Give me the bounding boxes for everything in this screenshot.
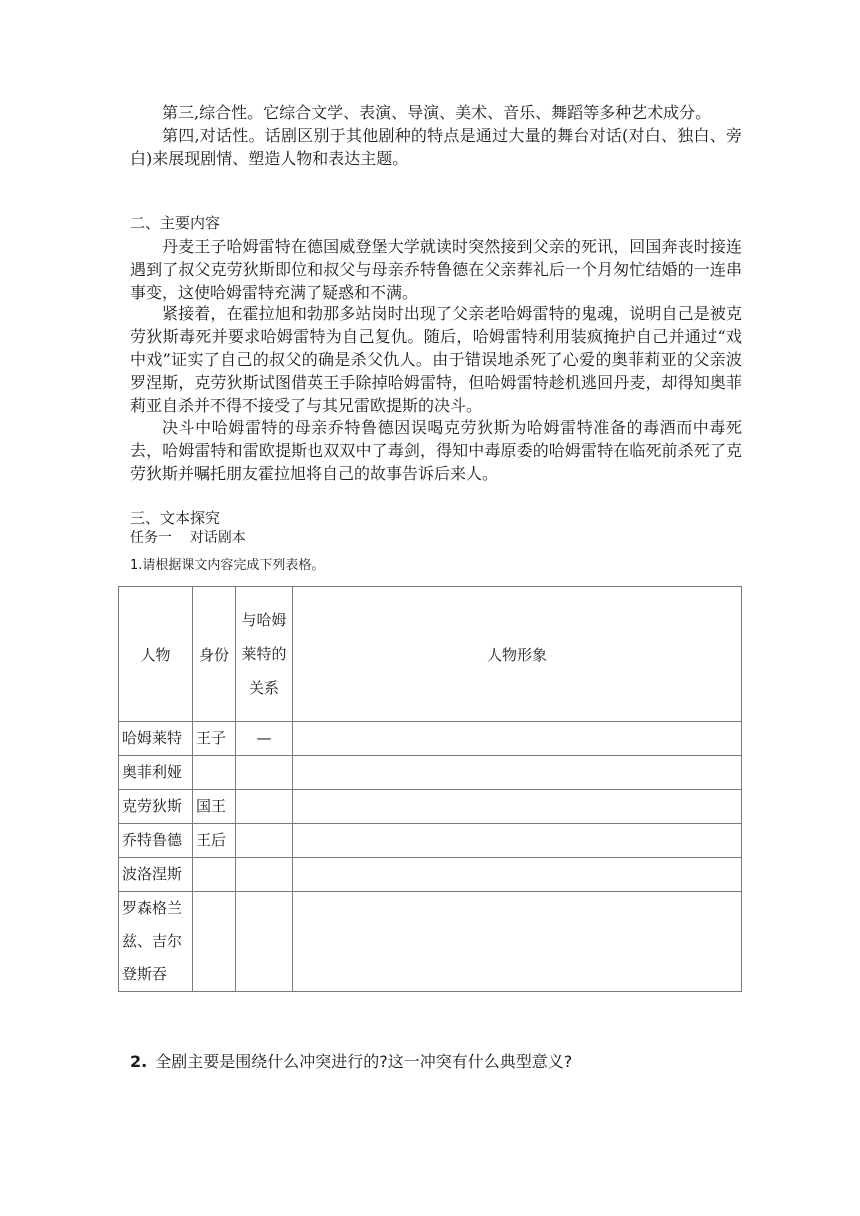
cell-relation[interactable] <box>236 790 293 824</box>
cell-image[interactable] <box>293 892 742 992</box>
table-instruction: 1.请根据课文内容完成下列表格。 <box>130 558 325 573</box>
cell-identity: 王后 <box>193 824 236 858</box>
table-row <box>119 892 742 992</box>
cell-person: 波洛涅斯 <box>119 858 193 892</box>
question-two <box>130 1051 572 1073</box>
cell-relation[interactable] <box>236 892 293 992</box>
cell-relation[interactable] <box>236 756 293 790</box>
paragraph-plot-1: 丹麦王子哈姆雷特在德国威登堡大学就读时突然接到父亲的死讯，回国奔丧时接连遇到了叔父克劳狄斯即位和叔父与母亲乔特鲁德在父亲葬礼后一个月匆忙结婚的一连串事变，这使哈姆雷特充满了疑惑和不满。 <box>130 237 742 302</box>
question-number: 2. <box>130 1052 148 1071</box>
table-row <box>119 722 742 756</box>
task-one-label: 任务一 对话剧本 <box>130 530 246 546</box>
cell-identity[interactable] <box>193 756 236 790</box>
cell-relation: — <box>236 722 293 756</box>
paragraph-plot-2: 紧接着，在霍拉旭和勃那多站岗时出现了父亲老哈姆雷特的鬼魂，说明自己是被克劳狄斯毒死并要求哈姆雷特为自己复仇。随后，哈姆雷特利用装疯掩护自己并通过“戏中戏”证实了自己的叔父的确是杀父仇人。由于错误地杀死了心爱的奥菲莉亚的父亲波罗涅斯，克劳狄斯试图借英王手除掉哈姆雷特，但哈姆雷特趁机逃回丹麦，却得知奥菲莉亚自杀并不得不接受了与其兄雷欧提斯的决斗。 <box>130 304 742 415</box>
cell-identity[interactable] <box>193 858 236 892</box>
cell-identity[interactable] <box>193 892 236 992</box>
cell-image[interactable] <box>293 722 742 756</box>
table-row <box>119 790 742 824</box>
cell-relation[interactable] <box>236 858 293 892</box>
cell-image[interactable] <box>293 824 742 858</box>
paragraph-comprehensiveness: 第三,综合性。它综合文学、表演、导演、美术、音乐、舞蹈等多种艺术成分。 <box>162 103 712 122</box>
table-header-row <box>119 587 742 722</box>
cell-image[interactable] <box>293 756 742 790</box>
header-image: 人物形象 <box>293 587 742 722</box>
cell-image[interactable] <box>293 790 742 824</box>
cell-relation[interactable] <box>236 824 293 858</box>
character-table <box>118 586 742 992</box>
paragraph-plot-3: 决斗中哈姆雷特的母亲乔特鲁德因误喝克劳狄斯为哈姆雷特准备的毒酒而中毒死去，哈姆雷特和雷欧提斯也双双中了毒剑，得知中毒原委的哈姆雷特在临死前杀死了克劳狄斯并嘱托朋友霍拉旭将自己的故事告诉后来人。 <box>130 418 742 483</box>
table-row <box>119 858 742 892</box>
table-row <box>119 756 742 790</box>
paragraph-dialogue-nature: 第四,对话性。话剧区别于其他剧种的特点是通过大量的舞台对话(对白、独白、旁白)来展现剧情、塑造人物和表达主题。 <box>130 126 742 168</box>
cell-person: 克劳狄斯 <box>119 790 193 824</box>
header-person: 人物 <box>119 587 193 722</box>
cell-person: 哈姆莱特 <box>119 722 193 756</box>
table-row <box>119 824 742 858</box>
cell-person: 奥菲利娅 <box>119 756 193 790</box>
cell-person: 乔特鲁德 <box>119 824 193 858</box>
section-heading-text-explore: 三、文本探究 <box>130 509 221 527</box>
section-heading-main-content: 二、主要内容 <box>130 214 221 232</box>
header-relation: 与哈姆莱特的关系 <box>236 587 293 722</box>
cell-person: 罗森格兰兹、吉尔登斯吞 <box>119 892 193 992</box>
question-text: 全剧主要是围绕什么冲突进行的?这一冲突有什么典型意义? <box>155 1052 573 1071</box>
header-identity: 身份 <box>193 587 236 722</box>
cell-identity: 王子 <box>193 722 236 756</box>
cell-image[interactable] <box>293 858 742 892</box>
cell-identity: 国王 <box>193 790 236 824</box>
